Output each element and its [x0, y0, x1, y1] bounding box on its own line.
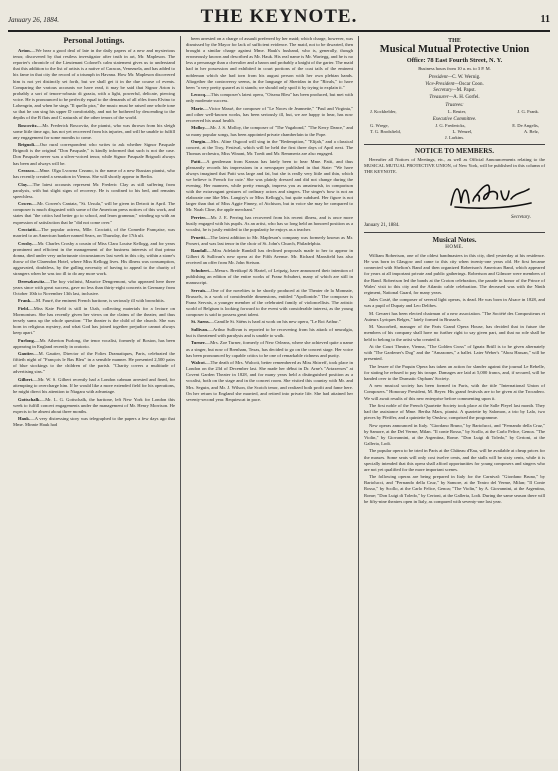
jotting-lead: Cerasco.	[18, 168, 35, 174]
exec-member: A. Belz,	[523, 129, 539, 135]
jotting-paragraph	[186, 139, 353, 157]
jotting-text: —M. Fauré, the eminent French baritone, is seriously ill with bronchitis.	[31, 298, 165, 304]
musical-note-paragraph: M. Gevaert has been elected chairman of a new association. "The Société des Compositeurs et Auteurs Lyriques Belges," lately formed in Brussels.	[364, 310, 545, 322]
home-notes	[364, 253, 545, 505]
officer-name: M. Papst.	[456, 88, 476, 94]
officer-role: Vice-President	[425, 81, 455, 87]
divider	[364, 232, 545, 233]
union-hours: Business hours from 10 a. m. to 3 P. M.	[418, 66, 491, 72]
musical-note-paragraph: The popular opera to be tried in Paris at the Château d'Eau, will be available at cheap prices for the masses. Some seats will only cost twelve cents, and the stalls will be sixty cents, while it is specially intended that this opera shall afford opportunities for young composers and singers who are not yet qualified for the more important scenes.	[364, 448, 545, 472]
jotting-lead: Clay.	[18, 181, 29, 187]
jotting-lead: Pruetti.	[191, 234, 206, 240]
jotting-lead: Molloy.	[191, 125, 206, 131]
union-the: THE	[448, 38, 461, 44]
jotting-text: —Mr. J. E. Perring has recovered from his recent illness, and is once more busily engaged with his pupils. As an artist, who has so long held an honored position as a vocalist, he is justly entitled to the popularity he enjoys as a teacher.	[186, 214, 353, 233]
col1-paragraphs	[13, 48, 175, 428]
newspaper-title: THE KEYNOTE.	[200, 6, 358, 27]
exec-member: J. Larkins.	[444, 135, 465, 141]
jotting-text: —Camille St. Säëns is hard at work on his new opera, "Le Roi Arthur."	[209, 319, 341, 325]
jotting-paragraph	[13, 201, 175, 225]
jotting-paragraph	[13, 123, 175, 141]
officer-role: Secretary	[433, 88, 453, 94]
jotting-lead: Boscovitz.	[18, 122, 38, 128]
musical-note-paragraph: The lessee of the Paquin Opera has taken an action for slander against the journal Le Rebelle, for stating he refused to pay his troupe. Damages are laid at 5,000 francs, and, if secured, will be handed over to the Dramatic Orphans' Society.	[364, 363, 545, 381]
jotting-paragraph	[186, 159, 353, 214]
officer-line: Secretary—M. Papst.	[433, 88, 476, 94]
officers-list	[364, 75, 545, 101]
jotting-paragraph	[186, 248, 353, 266]
officer-role: Treasurer	[429, 94, 449, 100]
jotting-paragraph	[13, 298, 175, 304]
jotting-text: —Messrs. Breitkopf & Hartel, of Leipzig, have announced their intention of publishing an edition of the entire works of Franz Schubert, many of which are still in manuscript.	[186, 267, 353, 286]
page-number: 11	[540, 14, 550, 25]
jotting-lead: Gilbert.	[18, 376, 34, 382]
jotting-paragraph	[13, 306, 175, 336]
secretary-signature-icon	[445, 179, 535, 213]
musical-note-paragraph: At the Court Theatre, Vienna, "The Golden Cross" of Ignatz Brüll is to be given alternately with "The Gardener's Dog" and the "Amazones," a ballet. Later Weber's "Abou Hassan," will be presented.	[364, 344, 545, 362]
jotting-text: —This composer's latest opera, "Oiseau Bleu" has been produced, but met with only moderate success.	[186, 92, 353, 104]
column-3	[358, 36, 550, 771]
jotting-lead: Field.	[18, 305, 30, 311]
jotting-text: —Mme. Olga Lvowna Cezano, is the name of a new Russian pianist, who has recently created a sensation in Vienna. She will shortly appear in Berlin.	[13, 168, 175, 180]
musical-note-paragraph: New operas announced in Italy. "Giordano Bruno," by Bartolucci, and "Fernando della Cruz," by Samore, at the Del Verme, Milan. "Il conte Rosso," by Scollo, at the Carlo Felice, Genoa. "The Violin," by Giovannini, at the Argentina, Rome. "Don Luigi di Toledo," by Cerioni, at the Galleria, Lodi.	[364, 422, 545, 446]
divider	[364, 144, 545, 145]
jotting-paragraph	[186, 319, 353, 325]
jotting-text: —The latest addition to Mr. Mapleson's company was formerly known as Mr. Prosert, and was last tenor in the choir of St. John's Church, Philadelphia.	[186, 234, 353, 246]
exec-label: Executive Committee.	[432, 117, 477, 123]
column-2	[180, 36, 358, 771]
col2-paragraphs	[186, 36, 353, 403]
jotting-text: —Mrs. Zoe Turner, formerly of New Orleans, where she achieved quite a name as a singer, but now of Brenham, Texas, has decided to go on the concert stage. Her voice has been pronounced by capable critics to be one of remarkable richness and purity.	[186, 340, 353, 358]
jotting-lead: Marie.	[191, 105, 205, 111]
signature-role: Secretary.	[511, 214, 531, 220]
jotting-lead: Crosby.	[18, 240, 34, 246]
jotting-text: —The boy violinist, Maurice Dengremont, who appeared here three years since with great success, gave no less than thirty-eight concerts in Germany from October 10th to November 13th last, inclusive.	[13, 278, 175, 296]
musical-note-paragraph: The following operas are being prepared in Italy for the Carnival: "Giordano Bruno," by Bartolucci, and "Fernando della Cruz," by Samore, at the Teatro del Verme, Milan; "Il Conte Rosso," by Scollo, at the Carlo Felice, Genoa; "The Violin," by A. Giovannini, at the Argentina, Rome; "Don Luigi di Toledo," by Cerioni, at the Galleria, Lodi. During the same season there will be fifty-nine theatres open in Italy, as compared with seventy-one last year.	[364, 474, 545, 504]
notice-date: January 21, 1884.	[364, 222, 400, 228]
officer-line: Vice-President—Oscar Coon.	[425, 81, 484, 87]
issue-date: January 26, 1884.	[8, 16, 59, 24]
jotting-paragraph	[13, 279, 175, 297]
jotting-lead: Onegin.	[191, 139, 207, 145]
jotting-text: —Mr. L. G. Gottschalk, the baritone, left New York for London this week to fulfill concert engagements under the management of Mr. Henry Morrison. He expects to be absent about three months.	[13, 396, 175, 414]
trustees-label: Trustees:	[445, 102, 464, 108]
jotting-lead: Arton.	[18, 48, 31, 54]
jotting-text: —Mr. Cowen's Cantata, "St. Ursula," will be given in Detroit in April. The composer is much disgusted with some of the American press notices of this work, and states that "the critics had better go to school, and learn grammar," winding up with an expression of satisfaction that he "did not come over."	[13, 201, 175, 225]
jotting-paragraph	[13, 182, 175, 200]
jotting-text: —A gentleman from Kansas has lately been to hear Mme. Patti, and thus pleasantly records his impressions in a newspaper published in that State: "We have always imagined that Patti was large and fat, but she is really very little and thin, which we believe is French for cute.' She was plainly dressed and did not change during the evening. Her manners, while pretty enough, impress you as amateurish, in comparison with the extravagant gestures of ordinary actors and singers. The singer's bow is not an elaborate one like Mrs. Langtry's or Miss Kellogg's, but quite subdued. Her figure is not larger than that of Miss Aggie Finney, of Atchison, but in voice she may be compared to Mr. Noah Cline, the apple merchant."	[186, 158, 353, 213]
jotting-paragraph	[13, 241, 175, 278]
officer-name: Oscar Coon.	[458, 81, 484, 87]
jotting-lead: Hauk.	[18, 416, 31, 422]
jotting-text: —Mr. W. S. Gilbert recently had a London cabman arrested and fined, for attempting to overcharge him. If he would like a more extended field for his operations, he might direct his attention to Niagara with advantage.	[13, 376, 175, 395]
jotting-text: —Miss Adelaide Randall has declined proposals made to her to appear in Gilbert & Sullivan's new opera at the Fifth Avenue. Mr. Richard Mansfield has also received an offer from Mr. John Stetson.	[186, 248, 353, 266]
union-office: Office: 78 East Fourth Street, N. Y.	[406, 57, 503, 65]
jotting-paragraph	[13, 416, 175, 428]
jotting-lead: Furlong.	[18, 337, 35, 343]
jotting-lead: Servais.	[191, 287, 207, 293]
jotting-text: —Mr. Atherton Furlong, the tenor vocalist, formerly of Boston, has been appearing in England recently in oratorio.	[13, 337, 175, 349]
musical-note-paragraph: Jules Costé, the composer of several light operas, is dead. He was born in Alsace in 1828, and was a pupil of Dupaty and Leo Delibes.	[364, 297, 545, 309]
jotting-lead: St. Saens.	[191, 319, 210, 325]
notice-title: NOTICE TO MEMBERS.	[415, 147, 494, 156]
notice-text: Hereafter all Notices of Meetings, etc., as well as Official Announcements relating to the MUSICAL MUTUAL PROTECTIVE UNION, of New York, will be published in this column of THE KEYNOTE.	[364, 156, 545, 174]
jotting-lead: Walcot.	[191, 360, 206, 366]
jotting-text: been arrested on a charge of assault preferred by her maid; which charge, however, was dismissed by the Mayor for lack of sufficient evidence. The maid, not to be thwarted, then brought a similar charge against Mme. Hauk's husband, who is, generally, though erroneously known and described as Mr. Hauk. His real name is Mr. Wartegg, and he is no less a personage than a chevalier and a baron and probably a knight of the garter. The maid had in her possession and exhibited in court portions of the coat tails of the eminent nobleman which she had torn from his august person with her own plebian hands. Altogether the controversy seems, in the language of Sheridan in the "Rivals," to have been "a very pretty quarrel as it stands; we should only spoil it by trying to explain it."	[186, 36, 354, 90]
trustee: L. Reuter,	[447, 109, 467, 114]
officer-line: President—C. W. Wernig.	[428, 75, 481, 81]
jotting-paragraph	[13, 377, 175, 395]
jotting-text: —One of the novelties to be shortly produced at the Theater de la Monnaie, Brussels, is a work of considerable dimensions, entitled "Apollonide." The composer is Franz Servais, a younger member of the celebrated family of violoncellists. The artistic world of Belgium is looking forward to the event with considerable interest, as the young composer is said to possess great talent.	[186, 287, 353, 317]
musical-note-paragraph: William Robertson, one of the oldest bandmasters in this city, died yesterday at his residence. He was born in Glasgow and came to this city when twenty-one years old. He first became connected with Shelton's Band and then organized Robertson's American Band, which appeared for years at all important private and public gatherings. Robertson and Gilmore were members of the Band. Robertson led the bands at the Croton celebration, the parade in honor of the Prince of Wales' visit to this city and the Atlantic cable celebration. The deceased was with the Ninth regiment, National Guard, for many years.	[364, 253, 545, 295]
jotting-text: —The popular actress, Mlle. Crociatti, of the Comedie Française, was married to an American banker named Sears, on Thursday, the 17th ult.	[13, 227, 175, 239]
musical-note-paragraph: A new musical society has been formed in Paris, with the title "International Union of Composers." Honorary President, M. Beyer. His grand festivals are to be given at the Trocadero. We will await results of this new enterprise before commenting upon it.	[364, 383, 545, 401]
jotting-text: —We hear a good deal of late in the daily papers of a new and mysterious tenor, discovered by that restless investigator after truth in art, Mr. Mapleson. The reporter's chronicle of the Lieutenant Colonel's calm statement gives us to understand that this addition to the list of artists is a native of Caracas, Venezuela, and has added to his fame in that city the record of a triumph in Havana. How Mr. Mapleson discovered him is not yet distinctly set forth, but we shall get it in the due course of events. Comparing the various accounts we have read, it may be said that Signor Arton is probably a sort of tenore-robusto di grazia, with a light, powerful, delicate, piercing voice. He is pronounced to be perfectly equal to the demands of all rôles from Elvino to Lohengrin, and when he sings "Il quello pira," the music must be raised one whole tone so that he can sing his upper D comfortably, and not be bothered by descending to the depths of the B flats and C naturals of the other tenors of the world.	[13, 48, 175, 121]
jotting-lead: Frank.	[18, 298, 32, 304]
jotting-lead: Perrier.	[191, 214, 207, 220]
jotting-lead: Schubert.	[191, 267, 211, 273]
jotting-lead: Gottschalk.	[18, 396, 41, 402]
jotting-paragraph	[13, 397, 175, 415]
trustees-row	[364, 109, 545, 115]
jotting-lead: Cowen.	[18, 201, 33, 207]
jotting-text: —Victor Massé, the composer of "Le Noces de Jeannette," "Paul and Virginia," and other well-known works, has been seriously ill, but, we are happy to hear, has now recovered his usual health.	[186, 105, 353, 123]
home-section-label: HOME.	[445, 245, 464, 251]
jotting-paragraph	[13, 168, 175, 180]
trustee: J. G. Frank.	[517, 109, 539, 114]
jotting-text: —Arthur Sullivan is reported to be recovering from his attack of neuralgia, but is threatened with paralysis and is unable to walk.	[186, 326, 353, 338]
jotting-text: —Mr. J. S. Molloy, the composer of "The Vagabond," "The Kerry Dance," and so many popular songs, has been appointed private chamberlain to the Pope.	[186, 125, 353, 137]
jotting-lead: Brignoli.	[18, 142, 36, 148]
jotting-paragraph	[186, 125, 353, 137]
jotting-text: —The death of Mrs. Walcott, better remembered as Miss Shirreff, took place in London on the 23d of December last. She made her début in Dr. Arne's "Artaxerxes" at Covent Garden Theater in 1828, and for many years held a distinguished position as a vocalist, both on the stage and in the concert room. She visited this country with Mr. and Mrs. Seguin, and Mr. J. Wilson, the Scotch tenor, and realized both profit and fame here. On her return to England she married, and retired into private life. She had attained her seventy-second year. Requiescat in pace.	[186, 360, 353, 402]
jotting-paragraph	[186, 268, 353, 286]
exec-member: E. De Angelis,	[512, 123, 539, 129]
jotting-paragraph	[186, 340, 353, 358]
jotting-lead: Patti.	[191, 158, 202, 164]
masthead	[8, 6, 550, 32]
jotting-paragraph	[13, 338, 175, 350]
jotting-lead: Lecocq.	[191, 92, 207, 98]
jotting-text: —Miss Kate Field is still in Utah, collecting materials for a lecture on Mormonism. She has recently given her views on the claims of the theater, and thus tersely sums up the whole question: "The theater is the child of the church. She was born in religious mystery, and what God has joined together prejudice cannot always keep apart."	[13, 305, 175, 336]
jotting-paragraph	[186, 36, 353, 91]
musical-note-paragraph: The first noble of the French Quartette Society took place at the Salle Pleyel last month. They had the assistance of Mme. Bertha Marx, pianist. A quartette by Salomon, a trio by Lalo, two pieces by Pfeiffer, and a quintette by Onslow, comprised the programme.	[364, 403, 545, 421]
jotting-paragraph	[13, 351, 175, 375]
officer-line: Treasurer—A. H. Gorfel.	[429, 94, 480, 100]
jotting-paragraph	[186, 106, 353, 124]
jotting-paragraph	[186, 360, 353, 403]
exec-member: G. Wrege,	[370, 123, 389, 129]
jotting-text: —Mr. Frederick Boscovitz, the pianist, who was thrown from his sleigh some little time ago, has not yet recovered from his injuries, and will be unable to fulfill any engagement for some months to come.	[13, 122, 175, 140]
jotting-lead: Crociatti.	[18, 227, 37, 233]
exec-member: J. G. Fredericks,	[435, 123, 466, 129]
jotting-paragraph	[186, 288, 353, 318]
union-name: Musical Mutual Protective Union	[379, 44, 530, 56]
jotting-paragraph	[13, 142, 175, 166]
jotting-text: —The latest accounts represent Mr. Frederic Clay as still suffering from paralysis, with but slight signs of recovery. He is confined to his bed, and remains speechless.	[13, 181, 175, 199]
columns	[8, 36, 550, 771]
jotting-lead: Dereszkowitz.	[18, 278, 46, 284]
jotting-paragraph	[186, 327, 353, 339]
section-heading: Personal Jottings.	[63, 36, 125, 45]
exec-member: L. Wenzel,	[452, 129, 473, 135]
jotting-paragraph	[186, 92, 353, 104]
jotting-text: —A very distressing story was telegraphed to the papers a few days ago that Mme. Minnie Hauk had	[13, 416, 175, 428]
jotting-lead: Turner.	[191, 340, 206, 346]
jotting-lead: Gautier.	[18, 351, 35, 357]
musical-note-paragraph: M. Vaucorbeil, manager of the Paris Grand Opera House, has decided that in future the members of his company shall have no further right to say given part, and that no role shall be held to belong to the artist who created it.	[364, 324, 545, 342]
jotting-paragraph	[186, 235, 353, 247]
jotting-text: —Mr. Charles Crosby a cousin of Miss Clara Louise Kellogg, and for years prominent and efficient in the management of the business interests of that prima donna, died under very unfortunate circumstances last week in this city, within a stone's throw of the Clarendon Hotel, where Miss Kellogg lives. His illness was consumption, aggravated, doubtless, by the galling necessity of having to appeal to the charity of strangers when he was too ill to do any more work.	[13, 240, 175, 277]
exec-row	[364, 135, 545, 141]
jotting-paragraph	[13, 48, 175, 121]
officer-name: A. H. Gorfel.	[453, 94, 480, 100]
exec-member: T. G. Brodsfield,	[370, 129, 401, 135]
jotting-text: —Mrs. Aline Osgood will sing in the "Redemption," "Elijah," and a classical concert, at the Troy, Festival, which will be held the first three days of April next. The Thomas orchestra, Miss Winant, Mr. Toedt and Mr. Remmertz are also engaged.	[186, 139, 353, 157]
jotting-lead: Sullivan.	[191, 326, 209, 332]
jotting-text: —Our rural correspondent who writes to ask whether Signor Pasquale Brignoli is the original "Don Pasquale," is kindly informed that such is not the case. Don Pasquale never was a silver-voiced tenor, while Signor Pasquale Brignoli always has been and always will be.	[13, 142, 175, 166]
jotting-paragraph	[186, 215, 353, 233]
trustee: J. Kockhelder,	[370, 109, 397, 114]
jotting-text: —M. Gautier, Director of the Folies Dramatiques, Paris, celebrated the fiftieth night of "François le Bas Bleu" in a sensible manner. He presented 2,500 pairs of blue stockings to the children of the parish. "Charity covers a multitude of advertising sins."	[13, 351, 175, 375]
jotting-paragraph	[13, 227, 175, 239]
musical-notes-title: Musical Notes.	[432, 235, 477, 244]
officer-name: C. W. Wernig.	[452, 75, 481, 81]
column-1	[8, 36, 180, 771]
signature-block	[364, 177, 545, 221]
jotting-lead: Randall.	[191, 248, 208, 254]
officer-role: President	[428, 75, 448, 81]
